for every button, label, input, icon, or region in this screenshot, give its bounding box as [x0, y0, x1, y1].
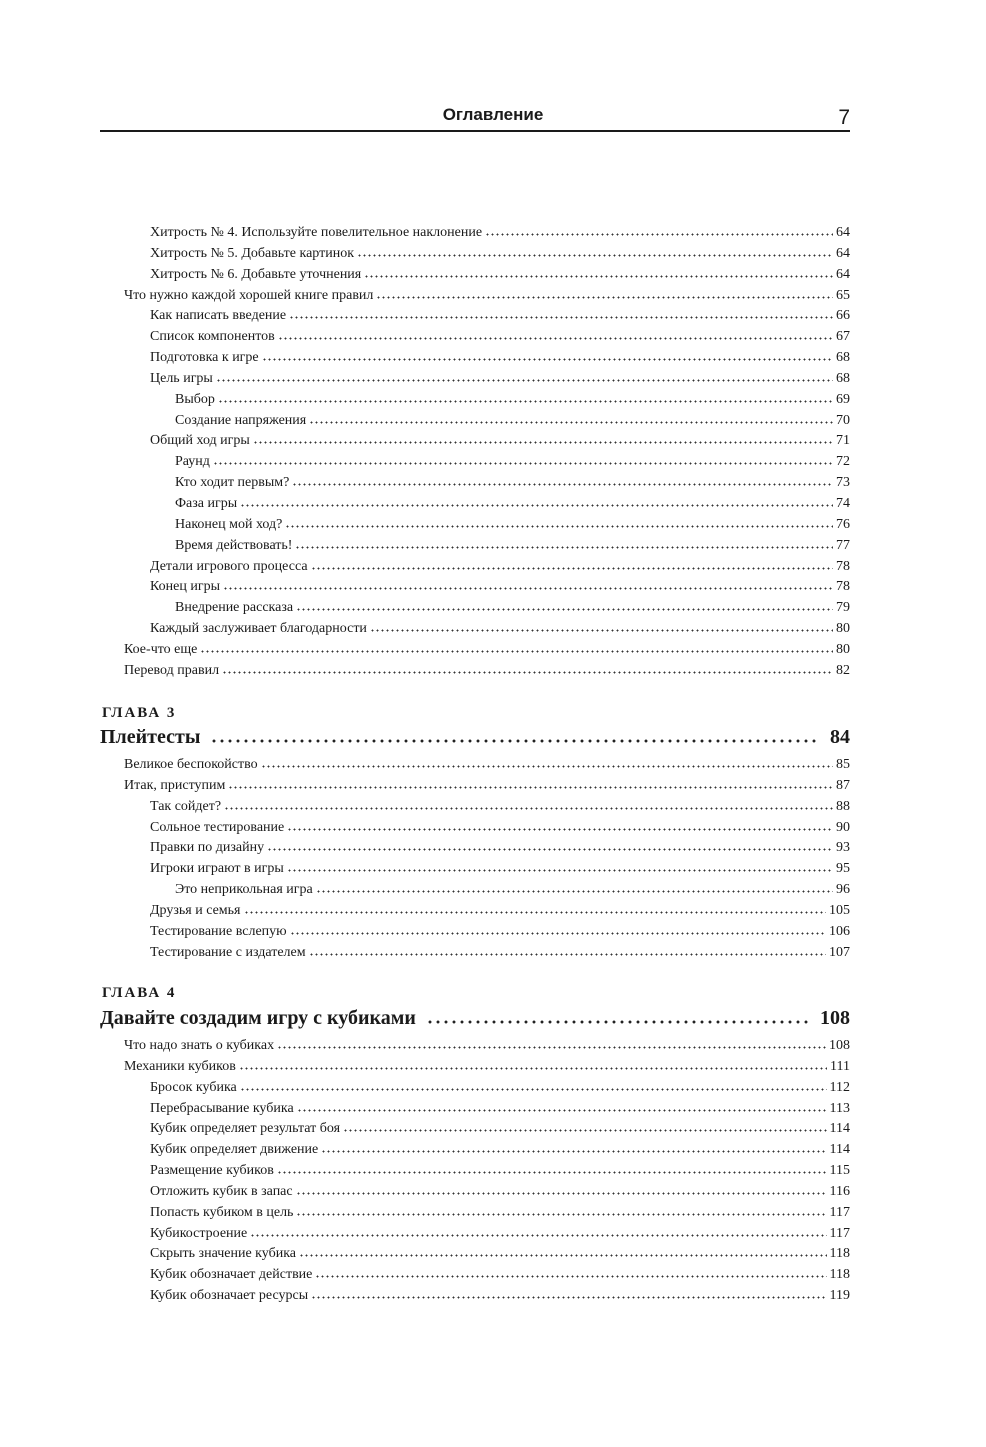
- chapter-4-label: ГЛАВА 4: [102, 985, 177, 1001]
- entry-page: 78: [836, 558, 850, 574]
- entry-title: Кубик обозначает действие: [150, 1267, 313, 1283]
- running-header-title: Оглавление: [442, 105, 544, 124]
- entry-title: Конец игры: [150, 579, 220, 595]
- toc-entry[interactable]: [100, 557, 850, 578]
- entry-title: Тестирование с издателем: [150, 944, 306, 960]
- toc-entry[interactable]: [100, 369, 850, 390]
- toc-entry[interactable]: [100, 619, 850, 640]
- toc-entry[interactable]: [100, 473, 850, 494]
- toc-entry[interactable]: [100, 776, 850, 797]
- chapter-4-title-row[interactable]: [100, 1007, 850, 1030]
- toc-entry[interactable]: [100, 640, 850, 661]
- entry-title: Каждый заслуживает благодарности: [150, 621, 367, 637]
- dot-leader: [223, 587, 833, 590]
- dot-leader: [290, 932, 826, 935]
- dot-leader: [216, 379, 833, 382]
- dot-leader: [262, 358, 833, 361]
- dot-leader: [240, 504, 833, 507]
- toc-entry[interactable]: [100, 286, 850, 307]
- toc-entry[interactable]: [100, 1286, 850, 1307]
- toc-entry[interactable]: [100, 943, 850, 964]
- toc-entry[interactable]: [100, 1203, 850, 1224]
- chapter-3-label: ГЛАВА 3: [102, 705, 177, 721]
- entry-page: 78: [836, 579, 850, 595]
- dot-leader: [376, 296, 833, 299]
- dot-leader: [287, 869, 833, 872]
- entry-title: Что надо знать о кубиках: [124, 1038, 275, 1053]
- toc-entry[interactable]: [100, 411, 850, 432]
- entry-title: Тестирование вслепую: [150, 923, 287, 939]
- entry-title: Сольное тестирование: [150, 819, 285, 835]
- chapter-page: 84: [830, 726, 850, 748]
- dot-leader: [292, 483, 833, 486]
- toc-entry[interactable]: [100, 1224, 850, 1245]
- toc-list-top: [100, 223, 850, 682]
- entry-page: 93: [836, 840, 850, 856]
- toc-entry[interactable]: [100, 1140, 850, 1161]
- toc-entry[interactable]: [100, 859, 850, 880]
- toc-entry[interactable]: [100, 1244, 850, 1265]
- entry-page: 64: [836, 245, 850, 261]
- toc-entry[interactable]: [100, 1182, 850, 1203]
- entry-page: 68: [836, 350, 850, 366]
- entry-page: 113: [829, 1100, 850, 1116]
- toc-entry[interactable]: [100, 818, 850, 839]
- entry-page: 80: [836, 641, 850, 657]
- entry-title: Список компонентов: [150, 329, 275, 345]
- toc-entry[interactable]: [100, 880, 850, 901]
- toc-entry[interactable]: [100, 536, 850, 557]
- toc-entry[interactable]: [100, 390, 850, 411]
- entry-page: 88: [836, 798, 850, 814]
- dot-leader: [295, 546, 833, 549]
- entry-title: Как написать введение: [150, 308, 287, 324]
- dot-leader: [357, 254, 833, 257]
- entry-title: Перебрасывание кубика: [150, 1100, 294, 1116]
- dot-leader: [289, 316, 833, 319]
- toc-entry[interactable]: [100, 452, 850, 473]
- dot-leader: [224, 807, 833, 810]
- toc-entry[interactable]: [100, 797, 850, 818]
- dot-leader: [296, 1213, 826, 1216]
- entry-title: Кто ходит первым?: [175, 475, 290, 491]
- toc-entry[interactable]: [100, 577, 850, 598]
- entry-page: 65: [836, 287, 850, 303]
- toc-entry[interactable]: [100, 306, 850, 327]
- entry-page: 116: [829, 1183, 850, 1199]
- toc-list-chapter-3: [100, 755, 850, 963]
- entry-title: Кубикостроение: [150, 1225, 248, 1241]
- dot-leader: [296, 608, 833, 611]
- dot-leader: [253, 441, 833, 444]
- dot-leader: [299, 1254, 827, 1257]
- entry-title: Кубик обозначает ресурсы: [150, 1288, 309, 1304]
- dot-leader: [311, 567, 833, 570]
- entry-title: Механики кубиков: [124, 1058, 236, 1074]
- dot-leader: [277, 1171, 827, 1174]
- dot-leader: [218, 400, 833, 403]
- entry-title: Великое беспокойство: [124, 757, 258, 772]
- entry-page: 112: [829, 1079, 850, 1095]
- entry-page: 95: [836, 861, 850, 877]
- dot-leader: [244, 911, 827, 914]
- entry-page: 87: [836, 777, 850, 793]
- dot-leader: [297, 1109, 827, 1112]
- toc-entry[interactable]: [100, 1099, 850, 1120]
- dot-leader: [321, 1150, 826, 1153]
- entry-page: 77: [836, 537, 850, 553]
- entry-title: Хитрость № 6. Добавьте уточнения: [150, 266, 362, 282]
- chapter-3-title-row[interactable]: [100, 726, 850, 749]
- toc-entry[interactable]: [100, 244, 850, 265]
- toc-entry[interactable]: [100, 598, 850, 619]
- entry-page: 114: [829, 1142, 850, 1158]
- dot-leader: [309, 421, 833, 424]
- dot-leader: [250, 1234, 826, 1237]
- entry-page: 105: [829, 902, 850, 918]
- entry-title: Бросок кубика: [150, 1079, 237, 1095]
- entry-title: Кое-что еще: [124, 641, 198, 657]
- entry-page: 114: [829, 1121, 850, 1137]
- entry-title: Выбор: [175, 391, 215, 407]
- entry-title: Кубик определяет движение: [150, 1142, 319, 1158]
- entry-title: Попасть кубиком в цель: [150, 1204, 294, 1220]
- toc-entry[interactable]: [100, 431, 850, 452]
- toc-entry[interactable]: [100, 327, 850, 348]
- entry-page: 74: [836, 495, 850, 511]
- toc-entry[interactable]: [100, 1036, 850, 1057]
- dot-leader: [277, 1046, 826, 1049]
- dot-leader: [426, 1020, 810, 1024]
- toc-entry[interactable]: [100, 494, 850, 515]
- dot-leader: [222, 671, 833, 674]
- dot-leader: [485, 233, 833, 236]
- toc-entry[interactable]: [100, 1057, 850, 1078]
- entry-page: 76: [836, 516, 850, 532]
- toc-entry[interactable]: [100, 1161, 850, 1182]
- entry-page: 64: [836, 266, 850, 282]
- dot-leader: [228, 786, 833, 789]
- toc-entry[interactable]: [100, 1265, 850, 1286]
- entry-page: 82: [836, 662, 850, 678]
- toc-entry[interactable]: [100, 922, 850, 943]
- dot-leader: [311, 1296, 826, 1299]
- entry-title: Итак, приступим: [124, 777, 226, 793]
- dot-leader: [267, 848, 833, 851]
- entry-title: Скрыть значение кубика: [150, 1246, 297, 1262]
- entry-title: Подготовка к игре: [150, 350, 259, 366]
- entry-page: 67: [836, 329, 850, 345]
- entry-page: 117: [829, 1204, 850, 1220]
- entry-title: Друзья и семья: [150, 902, 241, 918]
- dot-leader: [239, 1067, 827, 1070]
- entry-title: Размещение кубиков: [150, 1163, 274, 1179]
- entry-title: Перевод правил: [124, 662, 220, 678]
- dot-leader: [315, 1275, 826, 1278]
- dot-leader: [240, 1088, 827, 1091]
- entry-page: 71: [836, 433, 850, 449]
- entry-page: 119: [829, 1288, 850, 1304]
- entry-page: 72: [836, 454, 850, 470]
- entry-page: 118: [829, 1246, 850, 1262]
- toc-list-chapter-4: [100, 1036, 850, 1307]
- entry-page: 115: [829, 1163, 850, 1179]
- chapter-title: Плейтесты: [100, 726, 201, 748]
- entry-title: Время действовать!: [175, 537, 293, 553]
- toc-entry[interactable]: [100, 515, 850, 536]
- entry-page: 69: [836, 391, 850, 407]
- entry-page: 80: [836, 621, 850, 637]
- dot-leader: [278, 337, 833, 340]
- dot-leader: [213, 462, 833, 465]
- entry-page: 70: [836, 412, 850, 428]
- toc-entry[interactable]: [100, 348, 850, 369]
- entry-title: Наконец мой ход?: [175, 516, 283, 532]
- entry-title: Детали игрового процесса: [150, 558, 308, 574]
- entry-page: 118: [829, 1267, 850, 1283]
- entry-page: 106: [829, 923, 850, 939]
- toc-entry[interactable]: [100, 901, 850, 922]
- entry-page: 108: [829, 1038, 850, 1053]
- entry-title: Отложить кубик в запас: [150, 1183, 293, 1199]
- entry-title: Фаза игры: [175, 495, 238, 511]
- entry-page: 85: [836, 757, 850, 772]
- dot-leader: [370, 629, 833, 632]
- entry-page: 73: [836, 475, 850, 491]
- entry-title: Создание напряжения: [175, 412, 307, 428]
- dot-leader: [200, 650, 833, 653]
- entry-title: Так сойдет?: [150, 798, 222, 814]
- entry-title: Кубик определяет результат боя: [150, 1121, 341, 1137]
- entry-title: Что нужно каждой хорошей книге правил: [124, 287, 374, 303]
- entry-page: 117: [829, 1225, 850, 1241]
- dot-leader: [364, 275, 833, 278]
- entry-title: Раунд: [175, 454, 210, 470]
- entry-page: 107: [829, 944, 850, 960]
- entry-page: 64: [836, 225, 850, 240]
- dot-leader: [343, 1129, 826, 1132]
- entry-page: 96: [836, 882, 850, 898]
- entry-title: Цель игры: [150, 370, 213, 386]
- toc-entry[interactable]: [100, 223, 850, 244]
- entry-page: 79: [836, 600, 850, 616]
- chapter-page: 108: [820, 1007, 850, 1029]
- chapter-title: Давайте создадим игру с кубиками: [100, 1007, 416, 1029]
- dot-leader: [309, 953, 826, 956]
- dot-leader: [296, 1192, 827, 1195]
- entry-title: Общий ход игры: [150, 433, 250, 449]
- entry-title: Внедрение рассказа: [175, 600, 294, 616]
- toc-entry[interactable]: [100, 1078, 850, 1099]
- toc-entry[interactable]: [100, 838, 850, 859]
- header-rule: [100, 130, 850, 132]
- dot-leader: [261, 765, 833, 768]
- entry-title: Хитрость № 5. Добавьте картинок: [150, 245, 355, 261]
- entry-page: 68: [836, 370, 850, 386]
- toc-entry[interactable]: [100, 1119, 850, 1140]
- entry-title: Игроки играют в игры: [150, 861, 284, 877]
- entry-title: Правки по дизайну: [150, 840, 265, 856]
- dot-leader: [316, 890, 833, 893]
- page-number: 7: [838, 106, 850, 129]
- dot-leader: [285, 525, 833, 528]
- entry-title: Это неприкольная игра: [175, 882, 313, 898]
- toc-entry[interactable]: [100, 265, 850, 286]
- entry-title: Хитрость № 4. Используйте повелительное наклонение: [150, 225, 483, 240]
- entry-page: 66: [836, 308, 850, 324]
- dot-leader: [210, 739, 820, 743]
- toc-entry[interactable]: [100, 661, 850, 682]
- entry-page: 111: [830, 1058, 850, 1074]
- toc-entry[interactable]: [100, 755, 850, 776]
- dot-leader: [287, 828, 833, 831]
- entry-page: 90: [836, 819, 850, 835]
